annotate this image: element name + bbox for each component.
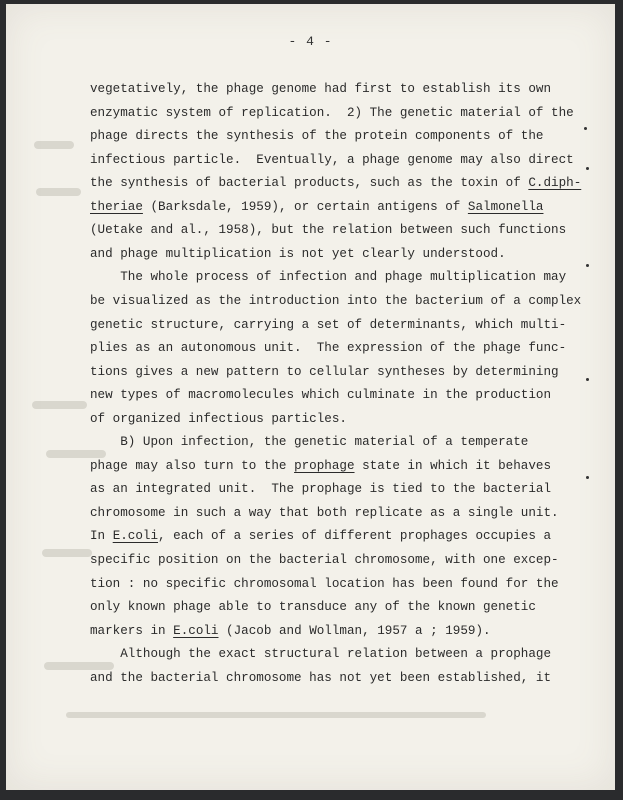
underlined-term: Salmonella	[467, 199, 544, 214]
bleed-mark	[66, 712, 486, 718]
margin-dot	[586, 264, 589, 267]
text-line	[90, 364, 559, 380]
text-line	[90, 105, 574, 121]
bleed-mark	[42, 549, 92, 557]
underlined-term: E.coli	[112, 529, 159, 544]
text-segment: specific position on the bacterial chromosome, with one excep-	[90, 553, 559, 567]
underlined-term: theriae	[90, 199, 143, 214]
text-line	[90, 670, 551, 686]
text-segment: chromosome in such a way that both replicate as a single unit.	[90, 505, 559, 520]
text-segment: infectious particle. Eventually, a phage genome may also direct	[90, 152, 574, 167]
text-line	[90, 81, 551, 97]
text-line	[90, 199, 543, 215]
text-segment: and phage multiplication is not yet clearly understood.	[90, 246, 506, 261]
text-line	[90, 623, 491, 639]
text-segment: be visualized as the introduction into the bacterium of a complex	[90, 293, 582, 308]
text-segment: The whole process of infection and phage multiplication may	[90, 270, 567, 285]
bleed-mark	[32, 401, 87, 409]
text-line	[90, 576, 559, 592]
text-line	[90, 387, 551, 403]
text-segment: genetic structure, carrying a set of determinants, which multi-	[90, 317, 567, 332]
text-segment: plies as an autonomous unit. The expression of the phage func-	[90, 341, 567, 356]
text-line	[90, 269, 566, 285]
margin-dot	[586, 378, 589, 381]
bleed-mark	[34, 141, 74, 149]
text-line	[90, 646, 551, 662]
text-segment: , each of a series of different prophages occupies a	[158, 529, 552, 544]
text-segment: state in which it behaves	[354, 458, 552, 473]
text-line	[90, 175, 581, 191]
text-segment: the synthesis of bacterial products, such as the toxin of	[90, 176, 529, 191]
text-segment: (Jacob and Wollman, 1957 a ; 1959).	[218, 623, 491, 638]
text-segment: Although the exact structural relation between a prophage	[90, 647, 552, 662]
text-line	[90, 152, 574, 168]
text-line	[90, 293, 581, 309]
text-line	[90, 599, 536, 615]
underlined-term: C.diph-	[528, 176, 582, 191]
text-segment: (Uetake and al., 1958), but the relation between such functions	[90, 223, 567, 238]
margin-dot	[584, 127, 587, 130]
text-segment: of organized infectious particles.	[90, 411, 347, 426]
margin-dot	[586, 476, 589, 479]
bleed-mark	[44, 662, 114, 670]
text-segment: tion : no specific chromosomal location has been found for the	[90, 576, 559, 591]
text-line	[90, 340, 566, 356]
text-segment: (Barksdale, 1959), or certain antigens of	[142, 199, 468, 214]
text-segment: only known phage able to transduce any of the known genetic	[90, 600, 536, 615]
text-line	[90, 411, 347, 427]
page-number: - 4 -	[288, 34, 333, 49]
text-segment: B) Upon infection, the genetic material of a temperate	[90, 435, 529, 450]
underlined-term: E.coli	[173, 623, 219, 638]
text-segment: phage may also turn to the	[90, 458, 295, 473]
text-line	[90, 222, 566, 238]
text-segment: new types of macromolecules which culminate in the production	[90, 388, 552, 403]
text-line	[90, 481, 551, 497]
bleed-mark	[36, 188, 81, 196]
text-line	[90, 317, 566, 333]
text-line	[90, 434, 528, 450]
text-segment: and the bacterial chromosome has not yet been established, it	[90, 670, 552, 685]
text-segment: phage directs the synthesis of the protein components of the	[90, 129, 544, 144]
text-line	[90, 528, 551, 544]
text-line	[90, 246, 506, 262]
text-segment: tions gives a new pattern to cellular syntheses by determining	[90, 364, 559, 379]
underlined-term: prophage	[294, 458, 355, 473]
text-line	[90, 505, 559, 521]
text-segment: markers in	[90, 623, 174, 638]
text-line	[90, 552, 559, 568]
document-page	[6, 4, 615, 790]
text-segment: vegetatively, the phage genome had first to establish its own	[90, 82, 552, 96]
text-segment: as an integrated unit. The prophage is tied to the bacterial	[90, 482, 552, 497]
text-line	[90, 128, 543, 144]
text-line	[90, 458, 551, 474]
text-segment: enzymatic system of replication. 2) The genetic material of the	[90, 105, 574, 120]
margin-dot	[586, 167, 589, 170]
text-segment: In	[90, 529, 113, 544]
bleed-mark	[46, 450, 106, 458]
